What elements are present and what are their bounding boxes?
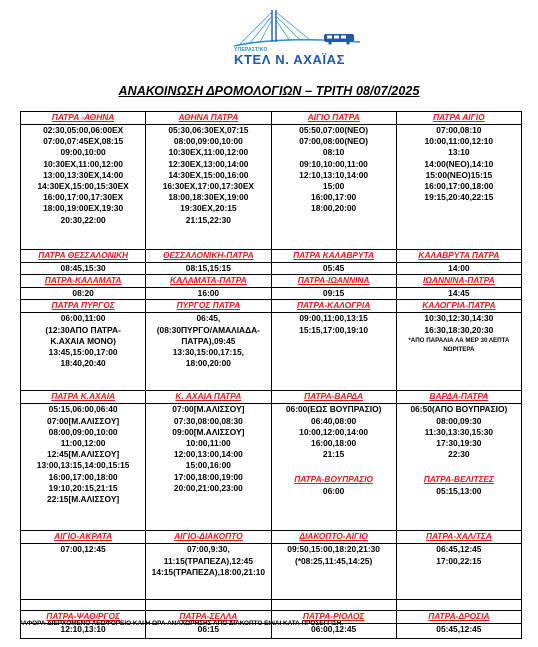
departure-times	[396, 125, 521, 250]
route-name: ΒΑΡΔΑ-ΠΑΤΡΑ	[396, 391, 521, 404]
route-name: ΠΑΤΡΑ-ΚΑΛΑΜΑΤΑ	[21, 275, 146, 288]
time-line: 10:30,12:30,14:30	[424, 313, 494, 324]
route-name: ΠΑΤΡΑ-ΔΡΟΣΙΑ	[396, 611, 521, 624]
time-line: 12:30ΕΧ,13:00,14:00	[168, 158, 249, 169]
route-name: ΠΑΤΡΑ-ΡΙΟΛΟΣ	[271, 611, 396, 624]
time-line: 10:30ΕΧ,11:00,12:00	[168, 147, 249, 158]
schedule-table	[20, 111, 522, 639]
time-line: Κ.ΑΧΑΙΑ ΜΟΝΟ)	[50, 335, 116, 346]
departure-times	[21, 313, 146, 391]
route-name: ΠΑΤΡΑ ΑΙΓΙΟ	[396, 112, 521, 125]
time-line: 11:15(ΤΡΑΠΕΖΑ),12:45	[163, 555, 253, 566]
time-line: 16:30,18:30,20:30	[424, 324, 494, 335]
time-line: 16:00,17:00	[311, 192, 357, 203]
table-spacer	[21, 600, 522, 611]
time-line: 06:00(ΕΩΣ ΒΟΥΠΡΑΣΙΟ)	[285, 404, 382, 415]
route-name: ΠΑΤΡΑ ΚΑΛΑΒΡΥΤΑ	[271, 250, 396, 263]
time-line: 22:15[Μ.ΑΛΙΣΣΟΥ]	[47, 494, 120, 505]
time-line: 15:00,16:00	[185, 460, 231, 471]
time-line: 19:30ΕΧ,20:15	[180, 203, 237, 214]
timetable-row	[21, 263, 522, 275]
time-line: 17:00,18:00,19:00	[173, 471, 243, 482]
time-line: 16:00,17:00,17:30ΕΧ	[43, 192, 124, 203]
time-line: 08:00,09:00,10:00	[48, 426, 118, 437]
timetable-row	[21, 404, 522, 531]
spacer-cell	[146, 600, 271, 611]
departure-times	[21, 288, 146, 300]
time-line: 09:15	[322, 288, 345, 299]
time-line: 13:45,15:00,17:00	[48, 347, 118, 358]
route-name: ΑΙΓΙΟ-ΑΚΡΑΤΑ	[21, 531, 146, 544]
route-name: ΠΑΤΡΑ-ΚΑΛΟΓΡΙΑ	[271, 300, 396, 313]
time-line: 08:10	[322, 147, 345, 158]
time-line: 08:00,09:30	[436, 415, 482, 426]
time-line: 05:45,12:45	[436, 624, 482, 635]
time-line: 19:15,20:40,22:15	[424, 192, 494, 203]
time-line: 16:00	[197, 288, 220, 299]
time-line: 08:45,15:30	[60, 263, 106, 273]
time-line: (12:30ΑΠΟ ΠΑΤΡΑ-	[45, 324, 121, 335]
time-line: 09:10,10:00,11:00	[299, 158, 368, 169]
time-line: 09:00,10:00	[60, 147, 106, 158]
time-line: 16:00,17:00,18:00	[48, 471, 118, 482]
route-name: Κ. ΑΧΑΙΑ ΠΑΤΡΑ	[146, 391, 271, 404]
time-line: 14:45	[448, 288, 470, 299]
route-name: ΠΑΤΡΑ -ΑΘΗΝΑ	[21, 112, 146, 125]
time-line: 20:00,21:00,23:00	[173, 482, 243, 493]
time-line: 10:00,11:00	[186, 438, 231, 449]
time-line: 18:00,20:00	[185, 358, 231, 369]
time-line: ΠΑΤΡΑ),09:45	[181, 335, 236, 346]
time-line: 07:00,07:45ΕΧ,08:15	[43, 136, 124, 147]
route-name: ΑΘΗΝΑ ΠΑΤΡΑ	[146, 112, 271, 125]
time-line: 17:00,22:15	[436, 555, 482, 566]
time-line: 15:15,17:00,19:10	[299, 324, 369, 335]
time-line: 06:50(ΑΠΟ ΒΟΥΠΡΑΣΙΟ)	[410, 404, 508, 415]
time-line: 06:15	[197, 624, 220, 635]
time-line: 05:45	[322, 263, 345, 273]
route-name: ΙΩΑΝΝΙΝΑ-ΠΑΤΡΑ	[396, 275, 521, 288]
timetable-row	[21, 544, 522, 600]
time-line: 12:00,13:00,14:00	[173, 449, 243, 460]
time-line: 05:30,06:30ΕΧ,07:15	[168, 125, 249, 135]
route-name: ΚΑΛΑΒΡΥΤΑ ΠΑΤΡΑ	[396, 250, 521, 263]
time-line: 05:50,07:00(ΝΕΟ)	[299, 125, 369, 135]
departure-times	[146, 313, 271, 391]
spacer-cell	[271, 600, 396, 611]
time-line: 21:15,22:30	[185, 214, 231, 225]
time-line: 07:00[Μ.ΑΛΙΣΣΟΥ]	[47, 415, 120, 426]
timetable-row	[21, 313, 522, 391]
departure-times	[146, 404, 271, 531]
time-line: 20:30,22:00	[60, 214, 106, 225]
time-line: 09:00,11:00,13:15	[299, 313, 368, 324]
time-line: 13:30,15:00,17:15,	[172, 347, 244, 358]
route-header-row	[21, 275, 522, 288]
time-line: 09:00[Μ.ΑΛΙΣΣΟΥ]	[172, 426, 245, 437]
route-name: ΠΑΤΡΑ-ΒΑΡΔΑ	[271, 391, 396, 404]
time-line: 16:00,18:00	[311, 438, 357, 449]
route-header-row	[21, 112, 522, 125]
ktel-logo	[220, 6, 370, 67]
timetable-row	[21, 125, 522, 250]
departure-times	[21, 125, 146, 250]
departure-times	[271, 288, 396, 300]
time-line: 14:00	[448, 263, 470, 273]
time-line: 18:00,18:30ΕΧ,19:00	[168, 192, 249, 203]
departure-times	[271, 544, 396, 600]
time-line: 14:00(ΝΕΟ),14:10	[424, 158, 494, 169]
departure-times	[396, 263, 521, 275]
departure-times	[396, 288, 521, 300]
time-line: 09:50,15:00,18:20,21:30	[287, 544, 380, 555]
time-line: 13:00,13:30ΕΧ,14:00	[43, 169, 124, 180]
route-name: ΠΑΤΡΑ-ΧΑΛ/ΤΣΑ	[396, 531, 521, 544]
time-line: 06:00	[322, 485, 345, 496]
spacer-cell	[21, 600, 146, 611]
time-line: 16:30ΕΧ,17:00,17:30ΕΧ	[162, 181, 254, 192]
footnote: *ΑΦΟΡΑ ΔΙΕΡΧΟΜΕΝΟ ΛΕΩΦΟΡΕΙΟ ΚΑΙ Η ΩΡΑ ΑΝΑΧΩΡΗΣΗΣ ΑΠΟ ΔΙΑΚΟΠΤΟ ΕΙΝΑΙ ΚΑΤΑ ΠΡΟΣΕΓΓΙΣΗ.	[20, 620, 344, 627]
time-line: 08:15,15:15	[185, 263, 231, 273]
departure-times	[271, 125, 396, 250]
departure-times	[146, 263, 271, 275]
time-line: 07:00,08:00(ΝΕΟ)	[299, 136, 369, 147]
time-line: 02:30,05:00,06:00ΕΧ	[43, 125, 124, 135]
departure-times	[396, 624, 521, 639]
departure-times	[146, 125, 271, 250]
departure-times	[21, 263, 146, 275]
time-line: (*08:25,11:45,14:25)	[294, 555, 373, 566]
time-line: 14:30ΕΧ,15:00,15:30ΕΧ	[37, 181, 129, 192]
departure-times	[146, 288, 271, 300]
route-name: ΠΑΤΡΑ Κ.ΑΧΑΙΑ	[21, 391, 146, 404]
time-line: 18:40,20:40	[60, 358, 106, 369]
time-line: 10:30ΕΧ,11:00,12:00	[43, 158, 123, 169]
page-title: ΑΝΑΚΟΙΝΩΣΗ ΔΡΟΜΟΛΟΓΙΩΝ – ΤΡΙΤΗ 08/07/2025	[118, 84, 420, 98]
time-line: 14:15(ΤΡΑΠΕΖΑ),18:00,21:10	[151, 566, 266, 577]
spacer-cell	[396, 600, 521, 611]
departure-times	[21, 544, 146, 600]
time-line: 17:30,19:30	[436, 438, 482, 449]
route-name: ΘΕΣΣΑΛΟΝΙΚΗ-ΠΑΤΡΑ	[146, 250, 271, 263]
route-header-row	[21, 250, 522, 263]
time-line: 12:45[Μ.ΑΛΙΣΣΟΥ]	[47, 449, 120, 460]
time-line: 15:00	[322, 181, 345, 192]
departure-times	[146, 544, 271, 600]
time-line: 06:40,08:00	[311, 415, 357, 426]
time-line: 12:10,13:10,14:00	[299, 169, 369, 180]
time-line: 07:00,08:10	[436, 125, 482, 135]
route-name: ΠΑΤΡΑ ΘΕΣΣΑΛΟΝΙΚΗ	[21, 250, 146, 263]
sub-route-name: ΠΑΤΡΑ-ΒΟΥΠΡΑΣΙΟ	[294, 474, 374, 485]
time-line: 08:20	[72, 288, 94, 299]
time-line: 11:30,13:30,15:30	[424, 426, 494, 437]
route-note: *ΑΠΟ ΠΑΡΑΛΙΑ ΛΑ ΜΕΡ 30 ΛΕΠΤΑ ΝΩΡΙΤΕΡΑ	[408, 336, 510, 353]
sub-route-name: ΠΑΤΡΑ-ΒΕΛΙΤΣΕΣ	[423, 474, 495, 485]
time-line: 06:45,	[196, 313, 221, 324]
time-line: 08:00,09:00,10:00	[173, 136, 243, 147]
route-name: ΠΥΡΓΟΣ ΠΑΤΡΑ	[146, 300, 271, 313]
time-line: 06:00,12:45	[311, 624, 357, 635]
time-line: 07:30,08:00,08:30	[173, 415, 243, 426]
time-line: 11:00,12:00	[60, 438, 106, 449]
departure-times	[271, 313, 396, 391]
time-line: 06:00,11:00	[60, 313, 106, 324]
departure-times	[271, 404, 396, 531]
departure-times	[396, 313, 521, 391]
route-name: ΠΑΤΡΑ-ΣΕΛΛΑ	[146, 611, 271, 624]
route-header-row	[21, 391, 522, 404]
time-line: 21:15	[322, 449, 345, 460]
departure-times	[21, 404, 146, 531]
time-line: 06:45,12:45	[436, 544, 482, 555]
time-line: 14:30ΕΧ,15:00,16:00	[168, 169, 249, 180]
timetable-row	[21, 288, 522, 300]
time-line: 22:30	[448, 449, 470, 460]
route-name: ΠΑΤΡΑ-ΨΑΘ/ΡΓΟΣ	[21, 611, 146, 624]
logo-subtitle: ΥΠΕΡΑΣΤΙΚΟ	[234, 47, 268, 53]
departure-times	[396, 544, 521, 600]
time-line: 19:10,20:15,21:15	[48, 482, 118, 493]
time-line: 13:10	[448, 147, 470, 158]
route-name: ΠΑΤΡΑ-ΙΩΑΝΝΙΝΑ	[271, 275, 396, 288]
route-name: ΔΙΑΚΟΠΤΟ-ΑΙΓΙΟ	[271, 531, 396, 544]
time-line: 16:00,17:00,18:00	[424, 181, 494, 192]
route-name: ΚΑΛΟΓΡΙΑ-ΠΑΤΡΑ	[396, 300, 521, 313]
time-line: 05:15,06:00,06:40	[48, 404, 118, 415]
time-line: 07:00[Μ.ΑΛΙΣΣΟΥ]	[172, 404, 245, 415]
time-line: 07:00,12:45	[60, 544, 106, 555]
time-line: 18:00,20:00	[311, 203, 357, 214]
route-name: ΑΙΓΙΟ ΠΑΤΡΑ	[271, 112, 396, 125]
route-header-row	[21, 300, 522, 313]
departure-times	[271, 263, 396, 275]
time-line: 15:00(ΝΕΟ)15:15	[425, 169, 493, 180]
route-name: ΑΙΓΙΟ-ΔΙΑΚΟΠΤΟ	[146, 531, 271, 544]
route-header-row	[21, 531, 522, 544]
route-name: ΚΑΛΑΜΑΤΑ-ΠΑΤΡΑ	[146, 275, 271, 288]
logo-title: ΚΤΕΛ Ν. ΑΧΑΪΑΣ	[234, 52, 346, 67]
time-line: 12:10,13:10	[60, 624, 106, 635]
time-line: 18:00,19:00ΕΧ,19:30	[43, 203, 124, 214]
departure-times	[396, 404, 521, 531]
time-line: 10:00,11:00,12:10	[424, 136, 494, 147]
time-line: 10:00,12:00,14:00	[299, 426, 369, 437]
time-line: 07:00,9:30,	[186, 544, 230, 555]
route-name: ΠΑΤΡΑ ΠΥΡΓΟΣ	[21, 300, 146, 313]
time-line: 05:15,13:00	[436, 485, 482, 496]
time-line: 13:00,13:15,14:00,15:15	[36, 460, 130, 471]
time-line: (08:30ΠΥΡΓΟ/ΑΜΑΛΙΑΔΑ-	[156, 324, 260, 335]
